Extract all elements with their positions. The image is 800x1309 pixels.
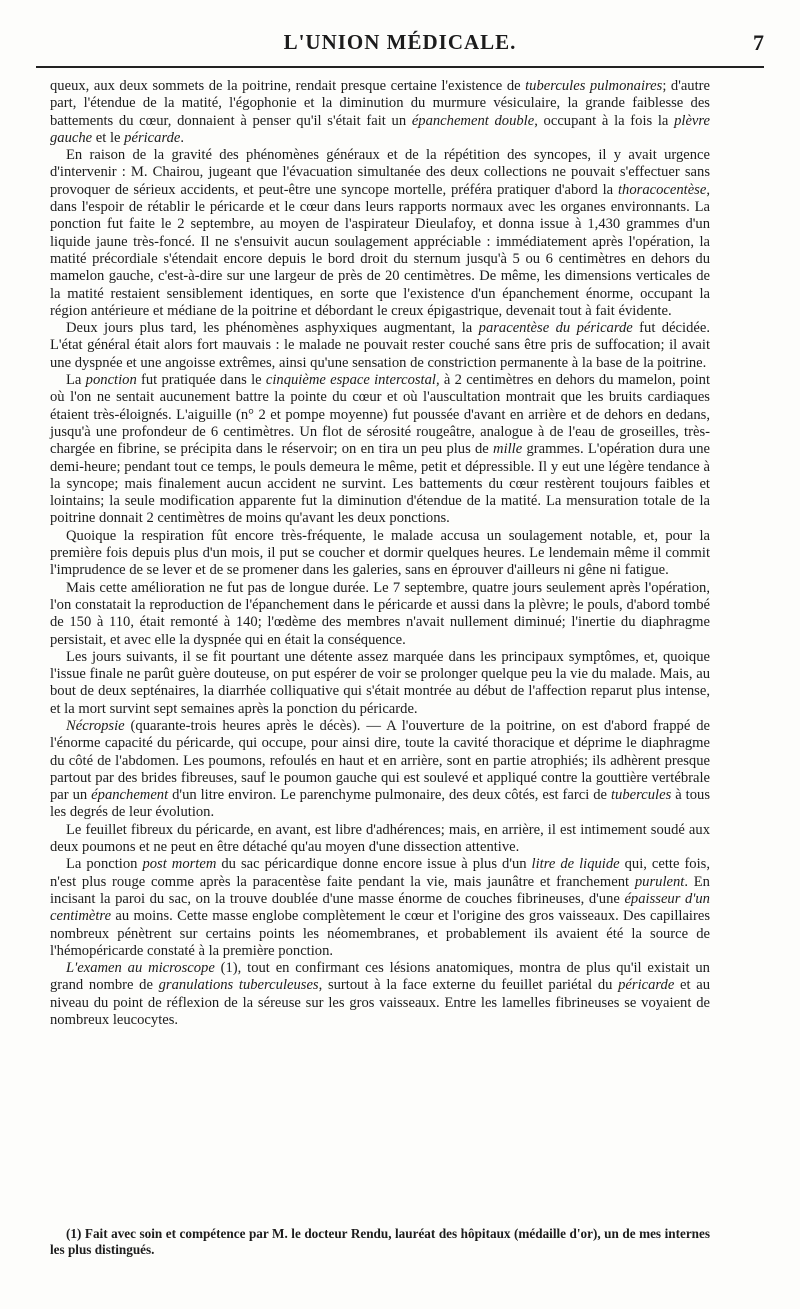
text-run: grammes. L'opération dura une demi-heure; pendant tout ce temps, le pouls demeura le même, petit et dépressible. Il y eut une légère tendance à la syncope; mais finalement aucun accident ne survint. Les battements du cœur restèrent toujours faibles et lointains; la seule modification apparente fut la diminution d'étendue de la matité. La mensuration totale de la poitrine donnait 2 centimètres de moins qu'avant les deux ponctions. xyxy=(50,441,710,527)
text-run: Deux jours plus tard, les phénomènes asphyxiques augmentant, la xyxy=(66,320,479,337)
text-run: et au niveau du point de réflexion de la séreuse sur les gros vaisseaux. Entre les lamelles fibrineuses se voyaient de nombreux leucocytes. xyxy=(50,977,710,1029)
page-number: 7 xyxy=(753,30,764,55)
text-run: La ponction xyxy=(66,856,143,873)
text-run: du sac péricardique donne encore issue à plus d'un xyxy=(216,856,532,873)
body-text xyxy=(50,78,710,1029)
text-run: Quoique la respiration fût encore très-fréquente, le malade accusa un soulagement notable, et, pour la première fois depuis plus d'un mois, il put se coucher et dormir quelques heures. Le lendemain même il commit l'imprudence de se lever et de se promener dans les galeries, sans en éprouver d'ailleurs ni gêne ni fatigue. xyxy=(50,527,710,579)
paragraph xyxy=(50,822,710,857)
paragraph xyxy=(50,147,710,320)
italic-text: plèvre gauche xyxy=(50,112,711,146)
italic-text: Nécropsie xyxy=(66,717,125,734)
paragraph xyxy=(50,718,710,822)
paragraph xyxy=(50,78,710,147)
text-run: En raison de la gravité des phénomènes généraux et de la répétition des syncopes, il y avait urgence d'intervenir : M. Chairou, jugeant que l'évacuation simultanée des deux collections ne pouvait s'effectuer sans provoquer de sérieux accidents, et peut-être une syncope mortelle, préféra pratiquer d'abord la xyxy=(50,147,710,198)
italic-text: litre de liquide xyxy=(531,856,620,873)
text-run: , à 2 centimètres en dehors du mamelon, point où l'on ne sentait aucunement battre la pointe du cœur et où l'auscultation montrait que les bruits cardiaques étaient très-éloignés. L'aiguille (n° 2 et pompe moyenne) fut poussée d'avant en arrière et de dehors en dedans, jusqu'à une profondeur de 6 centimètres. Un flot de sérosité rougeâtre, analogue à de l'eau de groseilles, très-chargée en fibrine, se précipita dans le réservoir; on en tira un peu plus de xyxy=(50,372,711,458)
italic-text: L'examen au microscope xyxy=(66,960,215,977)
paragraph xyxy=(50,649,710,718)
text-run: fut pratiquée dans le xyxy=(136,372,266,389)
text-run: . xyxy=(180,129,185,146)
text-run: (quarante-trois heures après le décès). — A l'ouverture de la poitrine, on est d'abord frappé de l'énorme capacité du péricarde, qui occupe, pour ainsi dire, toute la cavité thoracique et déprime le diaphragme du côté de l'abdomen. Les poumons, refoulés en haut et en arrière, sont en partie atrophiés; ils adhèrent presque partout par des brides fibreuses, sauf le poumon gauche qui est soulevé et appliqué contre la gouttière vertébrale par un xyxy=(50,717,710,804)
italic-text: tubercules xyxy=(611,787,672,804)
italic-text: épaisseur d'un centimètre xyxy=(50,890,710,925)
paragraph xyxy=(50,372,710,528)
text-run: Mais cette amélioration ne fut pas de longue durée. Le 7 septembre, quatre jours seulement après l'opération, l'on constatait la reproduction de l'épanchement dans le péricarde et aussi dans la plèvre; le pouls, d'abord tombé de 150 à 110, était remonté à 140; l'œdème des membres n'avait nullement diminué; l'inertie du diaphragme persistait, et avec elle la dyspnée qui en était la conséquence. xyxy=(50,579,710,648)
header-rule xyxy=(36,66,764,68)
italic-text: péricarde xyxy=(618,977,675,994)
journal-title: L'UNION MÉDICALE. xyxy=(283,30,517,54)
paragraph xyxy=(50,856,710,960)
text-run: (1), tout en confirmant ces lésions anatomiques, montra de plus qu'il existait un grand nombre de xyxy=(50,960,710,994)
paragraph xyxy=(50,580,710,649)
italic-text: péricarde xyxy=(124,129,181,146)
italic-text: épanchement xyxy=(91,787,169,804)
italic-text: thoracocentèse xyxy=(618,181,707,198)
text-run: La xyxy=(66,372,86,389)
text-run: qui, cette fois, n'est plus rouge comme après la paracentèse faite pendant la vie, mais jaunâtre et franchement xyxy=(50,856,710,890)
running-head xyxy=(36,30,764,58)
italic-text: ponction xyxy=(85,372,137,389)
text-run: d'un litre environ. Le parenchyme pulmonaire, des deux côtés, est farci de xyxy=(168,787,611,804)
text-run: à tous les degrés de leur évolution. xyxy=(50,787,710,821)
text-run: Les jours suivants, il se fit pourtant une détente assez marquée dans les principaux symptômes, et, quoique l'issue finale ne parût guère douteuse, on put espérer de voir se prolonger quelque peu la vie du malade. Mais, au bout de deux septénaires, la diarrhée colliquative qui s'était montrée au début de l'affection reparut plus intense, et la mort survint sept semaines après la ponction du péricarde. xyxy=(50,648,710,717)
text-run: , dans l'espoir de rétablir le péricarde et le cœur dans leurs rapports normaux avec les organes environnants. La ponction fut faite le 2 septembre, au moyen de l'aspirateur Dieulafoy, et donna issue à 1,430 grammes d'un liquide jaune très-foncé. Il ne s'ensuivit aucun soulagement appréciable : immédiatement après l'opération, la matité précordiale s'étendait encore depuis le bord droit du sternum jusqu'à 5 ou 6 centimètres en dehors du mamelon gauche, c'est-à-dire sur une largeur de près de 20 centimètres. De même, les dimensions verticales de la matité restaient sensiblement identiques, en sorte que l'existence d'un épanchement énorme, occupant la région antérieure et médiane de la poitrine et débordant le creux épigastrique, devenait tout à fait évidente. xyxy=(50,181,710,319)
text-run: , surtout à la face externe du feuillet pariétal du xyxy=(318,977,619,994)
italic-text: purulent xyxy=(634,873,685,890)
italic-text: cinquième espace intercostal xyxy=(265,372,436,389)
text-run: queux, aux deux sommets de la poitrine, rendait presque certaine l'existence de xyxy=(50,78,526,94)
text-run: , occupant à la fois la xyxy=(534,112,675,129)
italic-text: épanchement double xyxy=(411,112,535,129)
text-run: Le feuillet fibreux du péricarde, en avant, est libre d'adhérences; mais, en arrière, il est intimement soudé aux deux poumons et ne peut en être détaché qu'au moyen d'une dissection attentive. xyxy=(50,821,710,856)
text-run: ; d'autre part, l'étendue de la matité, l'égophonie et la diminution du murmure vésiculaire, la grande faiblesse des battements du cœur, donnaient à penser qu'il s'était fait un xyxy=(50,78,710,129)
paragraph xyxy=(50,320,710,372)
text-run: fut décidée. L'état général était alors fort mauvais : le malade ne pouvait rester couché sans être pris de suffocation; il avait une dyspnée et une angoisse extrêmes, ainsi qu'une sensation de constriction permanente à la base de la poitrine. xyxy=(50,320,710,371)
italic-text: granulations tuberculeuses xyxy=(158,977,319,994)
italic-text: paracentèse du péricarde xyxy=(478,320,633,337)
text-run: et le xyxy=(92,129,125,146)
italic-text: tubercules pulmonaires xyxy=(525,78,663,94)
italic-text: mille xyxy=(493,441,523,458)
paragraph xyxy=(50,528,710,580)
footnote: (1) Fait avec soin et compétence par M. le docteur Rendu, lauréat des hôpitaux (médaille d'or), un de mes internes les plus distingués. xyxy=(50,1226,710,1257)
text-run: au moins. Cette masse englobe complètement le cœur et l'origine des gros vaisseaux. Des capillaires nombreux pénètrent sur certains points les néomembranes, et probablement ils avaient été la source de l'hémopéricarde constaté à la première ponction. xyxy=(50,908,710,959)
italic-text: post mortem xyxy=(142,856,217,873)
paragraph xyxy=(50,960,710,1029)
text-run: . En incisant la paroi du sac, on la trouve doublée d'une masse énorme de couches fibrineuses, d'une xyxy=(50,873,710,907)
